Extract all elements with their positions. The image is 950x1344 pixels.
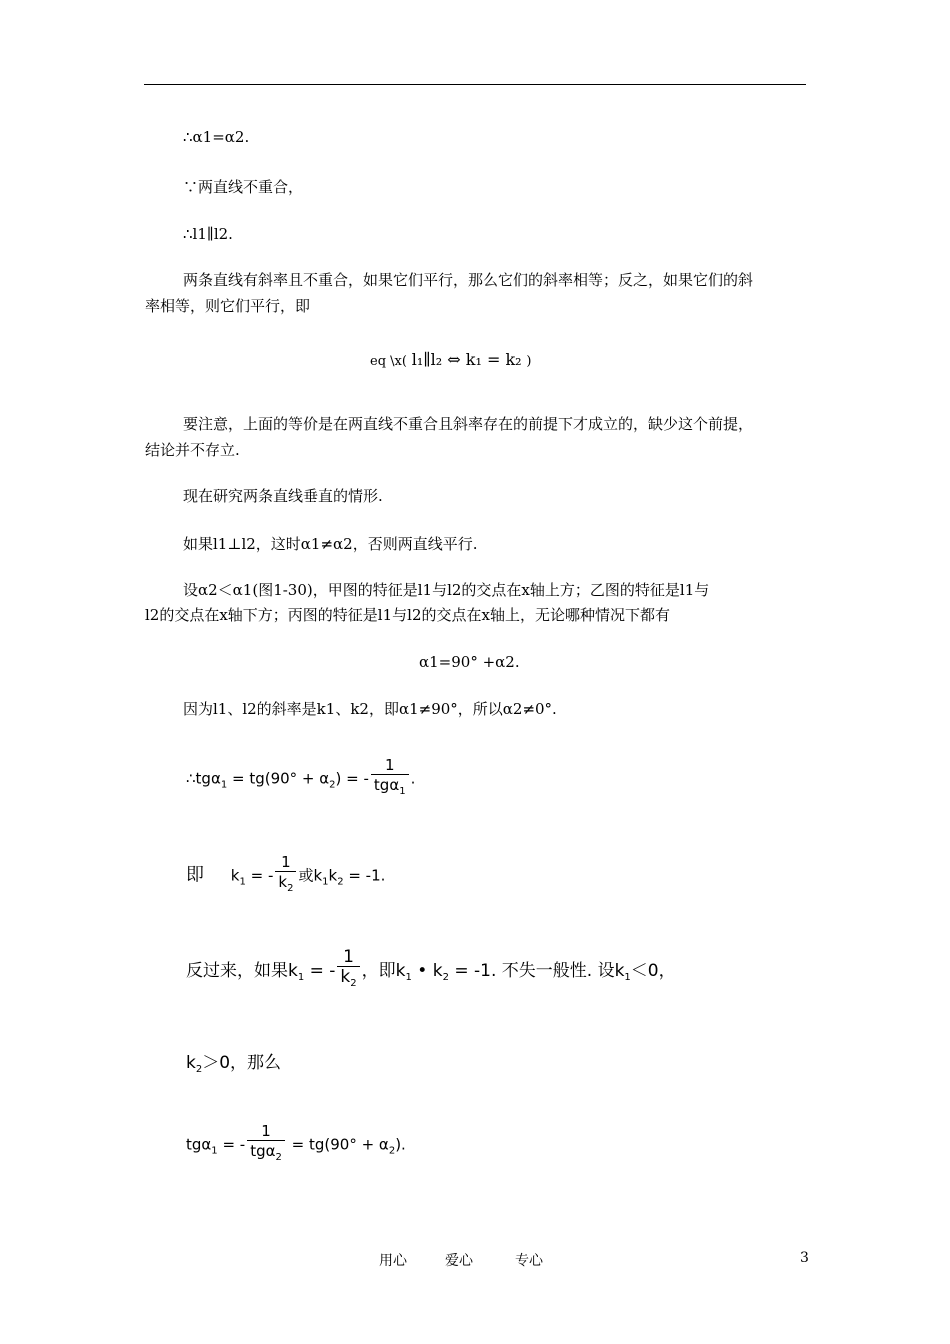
eq5-text1: 反过来，如果k [186,961,298,981]
eq1-suffix: ) [526,354,532,369]
eq4-tail3: = -1. [343,866,386,885]
eq4-fraction: $\frac{1}{k_2}$ [275,853,296,899]
paragraph-2-line-2: 结论并不存立. [145,441,240,459]
eq5-text3: = -1. 不失一般性. 设k [448,961,625,981]
paragraph-1-line-2: 率相等，则它们平行，即 [145,297,311,315]
header-rule [144,84,806,85]
eq7-fraction: $\frac{1}{tg\alpha_2}$ [247,1122,285,1168]
eq4-tail: 或k [298,866,323,885]
eq4-eq: = - [245,866,274,885]
paragraph-3: 现在研究两条直线垂直的情形. [183,487,383,505]
footer-text-1: 用心 [379,1253,407,1269]
eq6-text: k [186,1053,196,1073]
eq5-eq: = - [304,961,336,981]
eq7-rest: = tg(90° + α [286,1135,389,1154]
eq5-numerator: 1 [343,947,354,967]
eq4-lhs: k [230,866,240,885]
eq5-dot: • k [411,961,443,981]
eq7-lhs: tgα [186,1135,212,1154]
line-parallel: ∴l1∥l2. [183,225,233,243]
equation-4: 即 $k_1$ = - $\frac{1}{k_2}$ 或$k_1k_2 = -1$. [186,853,385,899]
equation-2: α1=90° +α2. [419,653,520,671]
paragraph-4: 如果l1⊥l2，这时α1≠α2，否则两直线平行. [183,535,478,553]
line-alpha-equal: ∴α1=α2. [183,128,250,146]
eq4-tail2: k [328,866,338,885]
eq5-text4: ＜0， [630,961,676,981]
eq4-numerator: 1 [281,853,291,871]
eq4-prefix: 即 [186,864,204,886]
eq3-end: . [410,769,416,788]
eq5-fraction: $\frac{1}{k_2}$ [337,948,359,994]
eq4-denominator: k [278,873,288,891]
eq6-rest: ＞0，那么 [202,1053,282,1073]
equation-5: 反过来，如果$k_1$ = - $\frac{1}{k_2}$ ，即$k_1$ • $k_2 = -1$. 不失一般性. 设$k_1<0$， [186,948,676,994]
footer-text-2: 爱心 [445,1253,473,1269]
equation-6: $k_2>0$，那么 [186,1053,282,1075]
equation-7: tgα$_1$ = - $\frac{1}{tg\alpha_2}$ = $tg(90^\circ + \alpha_2)$. [186,1122,406,1168]
equation-3: ∴tgα$_1$ = $tg(90^\circ + \alpha_2)$ = - $\frac{1}{tg\alpha_1}$ . [186,756,415,802]
paragraph-5-line-1: 设α2＜α1(图1-30)，甲图的特征是l1与l2的交点在x轴上方；乙图的特征是l1与 [183,581,710,599]
eq3-close: ) = - [335,769,369,788]
line-not-coincide: ∵两直线不重合， [183,178,304,196]
page-number: 3 [800,1250,809,1266]
paragraph-1-line-1: 两条直线有斜率且不重合，如果它们平行，那么它们的斜率相等；反之，如果它们的斜 [183,271,754,289]
eq3-fraction: $\frac{1}{tg\alpha_1}$ [371,756,409,802]
eq3-mid: = tg(90° + α [227,769,330,788]
eq1-body: l₁∥l₂ ⇔ k₁ = k₂ [411,350,522,369]
paragraph-2-line-1: 要注意，上面的等价是在两直线不重合且斜率存在的前提下才成立的，缺少这个前提， [183,415,754,433]
eq7-numerator: 1 [261,1122,271,1140]
eq7-end: ). [395,1135,406,1154]
paragraph-5-line-2: l2的交点在x轴下方；丙图的特征是l1与l2的交点在x轴上，无论哪种情况下都有 [145,606,670,624]
eq3-numerator: 1 [384,756,395,774]
paragraph-6: 因为l1、l2的斜率是k1、k2，即α1≠90°，所以α2≠0°. [183,700,557,718]
eq5-text2: ，即k [361,961,406,981]
eq7-denominator: tgα [250,1142,276,1160]
equation-1 [370,350,531,372]
eq5-denominator: k [340,967,351,987]
eq7-eq: = - [217,1135,246,1154]
footer-text-3: 专心 [515,1253,543,1269]
eq3-denominator: tgα [373,776,400,794]
eq1-prefix: eq \x( [370,354,407,369]
eq3-lhs: ∴tgα [186,769,221,788]
